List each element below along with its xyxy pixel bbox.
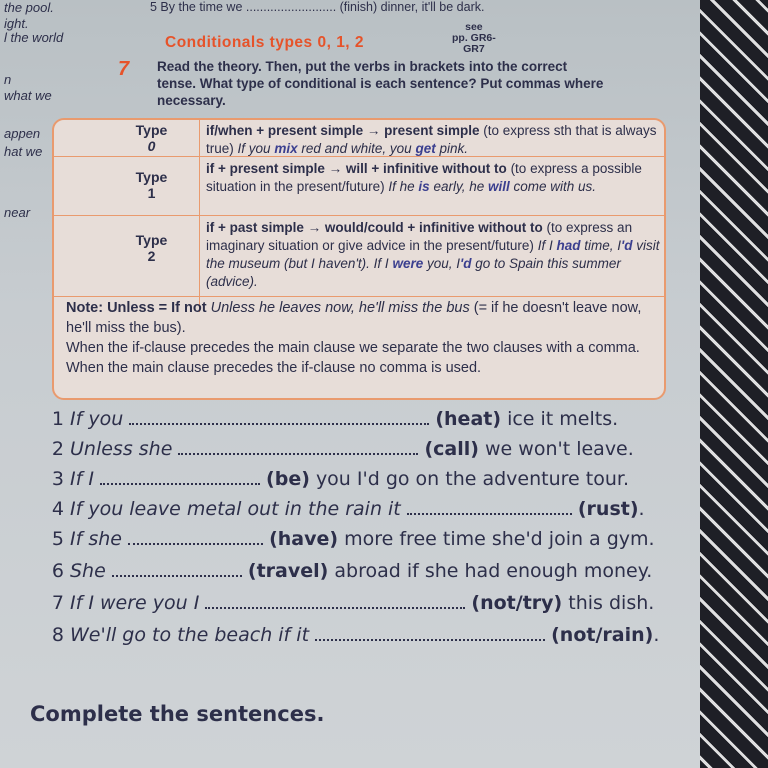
type-label: Type 1	[104, 157, 200, 227]
type2-rule: if + past simple → would/could + infinitive without to (to express an imaginary situation or give advice in the present/future) If I had time, I'd visit the museum (but I haven't). If I were you, I'd go to Spain this summer (advice).	[206, 220, 660, 289]
grammar-reference	[452, 22, 496, 55]
margin-text: the pool.	[4, 0, 54, 15]
exercise-item: 2 Unless she (call) we won't leave.	[51, 438, 634, 460]
exercise-item: 8 We'll go to the beach if it (not/rain).	[51, 624, 660, 646]
type0-rule: if/when + present simple → present simple (to express sth that is always true) If you mix red and white, you get pink.	[206, 123, 657, 156]
answer-blank[interactable]	[128, 533, 263, 545]
margin-text: hat we	[4, 144, 43, 159]
answer-blank[interactable]	[100, 473, 260, 485]
note-tail: (= if he doesn't leave now, he'll miss the bus).	[66, 300, 642, 336]
note-label: Note: Unless = If not	[66, 300, 207, 316]
answer-blank[interactable]	[129, 413, 429, 425]
background-fabric	[700, 0, 768, 768]
note-example: Unless he leaves now, he'll miss the bus	[210, 300, 470, 316]
type1-rule: if + present simple → will + infinitive without to (to express a possible situation in the present/future) If he is early, he will come with us.	[206, 161, 642, 194]
margin-text: near	[4, 205, 31, 220]
exercise-number: 7	[118, 58, 130, 80]
margin-text: l the world	[4, 30, 64, 45]
answer-blank[interactable]	[205, 597, 465, 609]
margin-text: n	[4, 72, 12, 87]
see-ref-line: GR7	[463, 43, 485, 55]
answer-blank[interactable]	[178, 443, 418, 455]
type-label: Type 2	[104, 216, 200, 312]
exercise-item: 4 If you leave metal out in the rain it (rust).	[51, 498, 645, 520]
margin-text: what we	[4, 88, 52, 103]
section-title: Conditionals types 0, 1, 2	[165, 34, 365, 51]
theory-row-type1	[54, 157, 664, 216]
section-heading: Complete the sentences.	[30, 702, 325, 726]
theory-box	[52, 118, 666, 400]
margin-text: appen	[4, 126, 41, 141]
answer-blank[interactable]	[407, 503, 572, 515]
theory-row-type0	[54, 120, 664, 157]
exercise-item: 6 She (travel) abroad if she had enough money.	[51, 560, 653, 582]
comma-rule: When the if-clause precedes the main clause we separate the two clauses with a comma. When the main clause precedes the if-clause no comma is used.	[66, 340, 640, 376]
note-section	[66, 298, 656, 378]
theory-row-type2	[54, 216, 664, 297]
margin-text: ight.	[4, 16, 29, 31]
see-ref-line: pp. GR6-	[452, 32, 496, 44]
answer-blank[interactable]	[112, 565, 242, 577]
exercise-item: 7 If I were you I (not/try) this dish.	[51, 592, 655, 614]
exercise-item: 3 If I (be) you I'd go on the adventure tour.	[51, 468, 629, 490]
answer-blank[interactable]	[315, 629, 545, 641]
exercise-item: 1 If you (heat) ice it melts.	[51, 408, 619, 430]
previous-exercise-line: 5 By the time we .......................... (finish) dinner, it'll be dark.	[150, 0, 485, 14]
see-ref-line: see	[465, 21, 483, 33]
type-label: Type 0	[104, 120, 200, 158]
exercise-instruction: Read the theory. Then, put the verbs in brackets into the correct tense. What type of conditional is each sentence? Put commas where necessary.	[157, 59, 604, 108]
exercise-item: 5 If she (have) more free time she'd join a gym.	[51, 528, 655, 550]
